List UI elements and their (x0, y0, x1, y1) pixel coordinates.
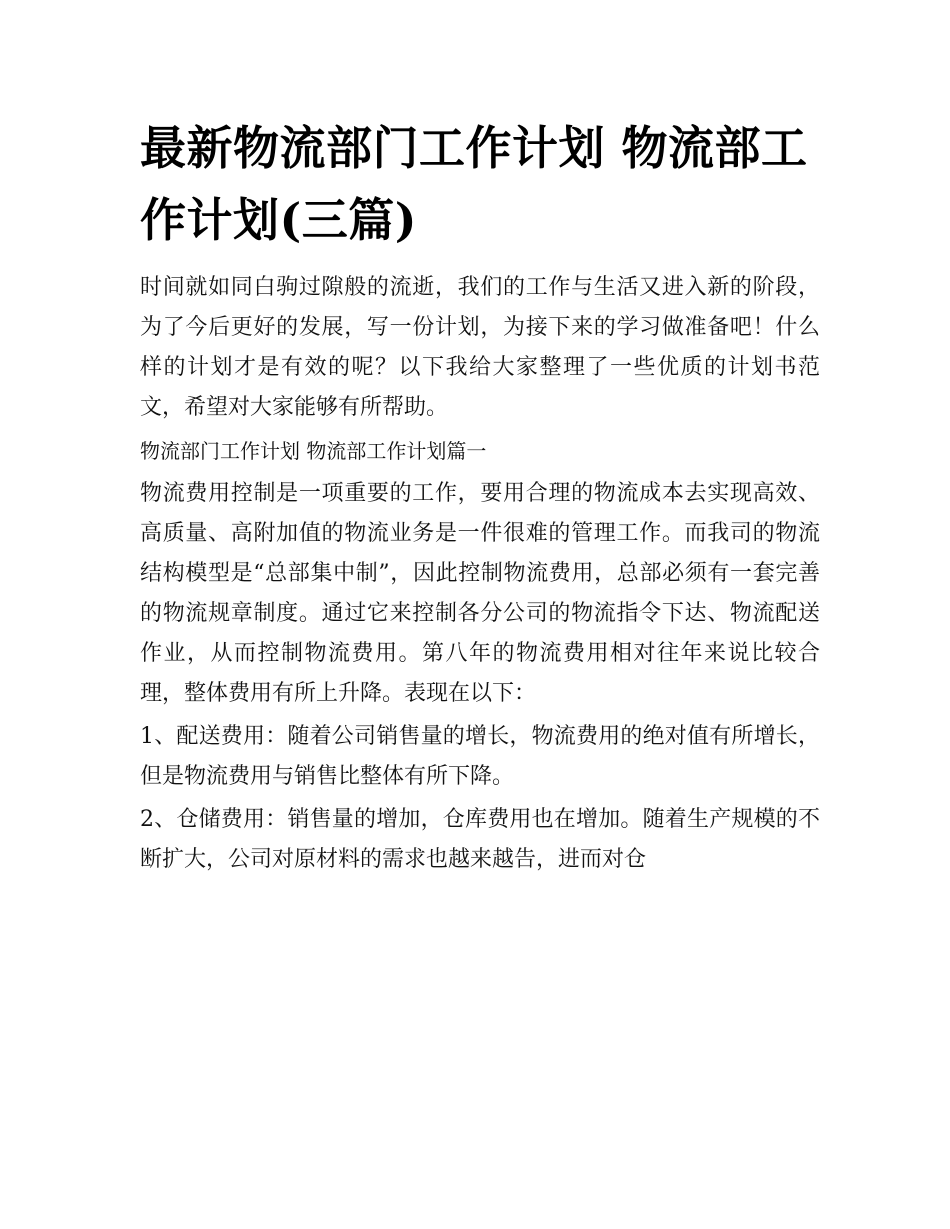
list-item-delivery-cost: 1、配送费用：随着公司销售量的增长，物流费用的绝对值有所增长，但是物流费用与销售比整体有所下降。 (140, 724, 820, 789)
section-heading: 物流部门工作计划 物流部工作计划篇一 (140, 439, 487, 463)
list-item-storage-cost: 2、仓储费用：销售量的增加，仓库费用也在增加。随着生产规模的不断扩大，公司对原材料的需求也越来越告，进而对仓 (140, 807, 820, 872)
intro-paragraph: 时间就如同白驹过隙般的流逝，我们的工作与生活又进入新的阶段，为了今后更好的发展，写一份计划，为接下来的学习做准备吧！什么样的计划才是有效的呢？以下我给大家整理了一些优质的计划书范文，希望对大家能够有所帮助。 (140, 275, 820, 420)
document-page (140, 112, 820, 880)
document-title: 最新物流部门工作计划 物流部工作计划(三篇) (140, 121, 808, 247)
body-paragraph-1: 物流费用控制是一项重要的工作，要用合理的物流成本去实现高效、高质量、高附加值的物流业务是一件很难的管理工作。而我司的物流结构模型是“总部集中制”，因此控制物流费用，总部必须有一套完善的物流规章制度。通过它来控制各分公司的物流指令下达、物流配送作业，从而控制物流费用。第八年的物流费用相对往年来说比较合理，整体费用有所上升降。表现在以下： (140, 481, 820, 706)
